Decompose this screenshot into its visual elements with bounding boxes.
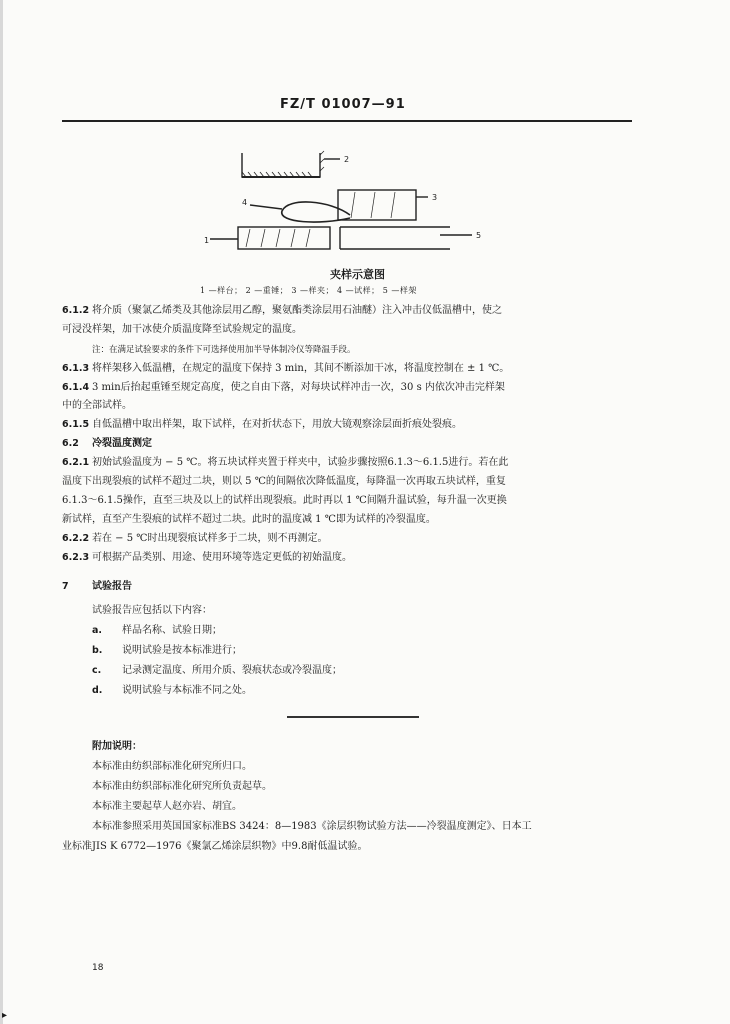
appendix-line: 业标准JIS K 6772—1976《聚氯乙烯涂层织物》中9.8耐低温试验。: [62, 841, 368, 852]
para-line: 可浸没样架，加干冰使介质温度降至试验规定的温度。: [62, 324, 302, 335]
para-line: 6.1.3～6.1.5操作，直至三块及以上的试样出现裂痕。此时再以 1 ℃间隔升温试验，每升温一次更换: [62, 495, 507, 506]
para-line: 温度下出现裂痕的试样不超过二块，则以 5 ℃的间隔依次降低温度，每降温一次再取五块试样，重复: [62, 476, 506, 487]
para-line: 6.2.3 可根据产品类别、用途、使用环境等选定更低的初始温度。: [62, 552, 352, 563]
para-line: 6.1.5 自低温槽中取出样架，取下试样，在对折状态下，用放大镜观察涂层面折痕处裂痕。: [62, 419, 462, 430]
appendix-line: 本标准由纺织部标准化研究所负责起草。: [92, 781, 272, 792]
corner-arrow-mark: ▸: [2, 1010, 8, 1021]
report-intro: 试验报告应包括以下内容：: [92, 605, 212, 616]
fig-label-3: 3: [432, 193, 438, 202]
standard-code: FZ/T 01007—91: [280, 97, 406, 112]
scan-edge: [0, 0, 3, 1024]
report-item: a. 样品名称、试验日期；: [92, 625, 222, 636]
appendix-line: 本标准主要起草人赵亦岩、胡宜。: [92, 801, 242, 812]
fig-label-1: 1: [204, 236, 210, 245]
para-line: 新试样，直至产生裂痕的试样不超过二块。此时的温度减 1 ℃即为试样的冷裂温度。: [62, 514, 436, 525]
appendix-line: 本标准参照采用英国国家标准BS 3424：8—1983《涂层织物试验方法——冷裂温度测定》、日本工: [92, 821, 532, 832]
report-item: b. 说明试验是按本标准进行；: [92, 645, 242, 656]
section-heading: 6.2 冷裂温度测定: [62, 438, 152, 449]
report-item: d. 说明试验与本标准不同之处。: [92, 685, 252, 696]
para-line: 6.2.2 若在 − 5 ℃时出现裂痕试样多于二块，则不再测定。: [62, 533, 328, 544]
clamp-diagram: [190, 145, 500, 260]
note-line: 注：在满足试验要求的条件下可选择使用加半导体制冷仪等降温手段。: [92, 345, 356, 355]
report-item: c. 记录测定温度、所用介质、裂痕状态或冷裂温度；: [92, 665, 342, 676]
figure-title: 夹样示意图: [330, 268, 385, 281]
figure-legend: 1 —样台； 2 —重锤； 3 —样夹； 4 —试样； 5 —样架: [200, 286, 417, 295]
appendix-line: 本标准由纺织部标准化研究所归口。: [92, 761, 252, 772]
header-rule: [62, 120, 632, 122]
para-line: 6.1.2 将介质（聚氯乙烯类及其他涂层用乙醇，聚氨酯类涂层用石油醚）注入冲击仪低温槽中，使之: [62, 305, 502, 316]
fig-label-2: 2: [344, 155, 350, 164]
para-line: 6.1.3 将样架移入低温槽，在规定的温度下保持 3 min，其间不断添加干冰，将温度控制在 ± 1 ℃。: [62, 363, 510, 374]
separator-rule: [287, 716, 419, 718]
fig-label-4: 4: [242, 198, 248, 207]
page-number: 18: [92, 963, 104, 973]
fig-label-5: 5: [476, 231, 482, 240]
appendix-heading: 附加说明：: [92, 741, 142, 752]
hammer-shape: [242, 153, 320, 177]
para-line: 中的全部试样。: [62, 400, 132, 411]
para-line: 6.1.4 3 min后抬起重锤至规定高度，使之自由下落，对每块试样冲击一次，30 s 内依次冲击完样架: [62, 382, 505, 393]
section-7-heading: 7 试验报告: [62, 581, 132, 592]
para-line: 6.2.1 初始试验温度为 − 5 ℃。将五块试样夹置于样夹中，试验步骤按照6.1.3～6.1.5进行。若在此: [62, 457, 509, 468]
